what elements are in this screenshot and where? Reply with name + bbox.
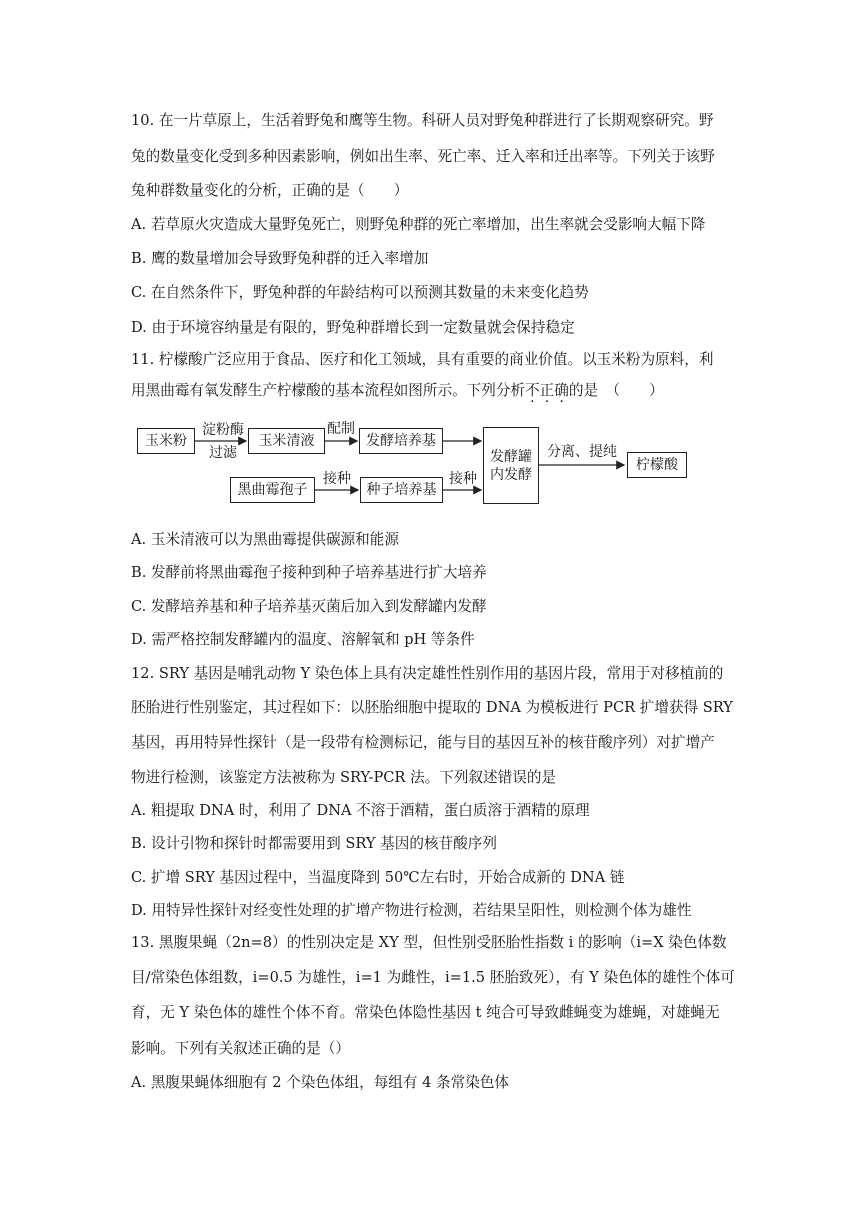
emphasis-char-1: 不 [525,382,540,399]
q13-stem-line-3: 育，无 Y 染色体的雄性个体不育。常染色体隐性基因 t 纯合可导致雌蝇变为雄蝇，对雄蝇无 [131,1004,720,1021]
box-aspergillus-spores: 黑曲霉孢子 [230,477,315,503]
box-ferment-tank [483,427,539,504]
q12-stem-line-2: 胚胎进行性别鉴定，其过程如下：以胚胎细胞中提取的 DNA 为模板进行 PCR 扩增获得 SRY [131,699,733,716]
q11-stem-line-2 [131,381,664,401]
q10-option-d: D. 由于环境容纳量是有限的，野兔种群增长到一定数量就会保持稳定 [131,319,575,336]
q13-stem-line-1: 13. 黑腹果蝇（2n=8）的性别决定是 XY 型，但性别受胚胎性指数 i 的影响（i=X 染色体数 [131,934,727,951]
box-corn-liquid: 玉米清液 [248,428,325,454]
label-amylase: 淀粉酶 [202,422,244,438]
q10-option-c: C. 在自然条件下，野兔种群的年龄结构可以预测其数量的未来变化趋势 [131,284,589,301]
q11-stem-line-1: 11. 柠檬酸广泛应用于食品、医疗和化工领域，具有重要的商业价值。以玉米粉为原料，利 [131,351,714,368]
box-citric-acid: 柠檬酸 [627,452,687,478]
q12-option-d: D. 用特异性探针对经变性处理的扩增产物进行检测，若结果呈阳性，则检测个体为雄性 [131,902,692,919]
q12-option-b: B. 设计引物和探针时都需要用到 SRY 基因的核苷酸序列 [131,835,497,852]
citric-acid-flow-diagram [131,418,691,514]
q10-stem-line-3: 兔种群数量变化的分析，正确的是（ ） [131,182,409,199]
label-prepare: 配制 [327,421,355,437]
tank-label-line-2: 内发酵 [490,466,532,483]
q12-stem-line-3: 基因，再用特异性探针（是一段带有检测标记，能与目的基因互补的核苷酸序列）对扩增产 [131,734,715,751]
q13-stem-line-2: 目/常染色体组数，i=0.5 为雄性，i=1 为雌性，i=1.5 胚胎致死），有 Y 染色体的雄性个体可 [131,969,735,986]
label-separate-purify: 分离、提纯 [547,444,617,460]
q10-stem-line-1: 10. 在一片草原上，生活着野兔和鹰等生物。科研人员对野兔种群进行了长期观察研究。野 [131,112,714,129]
q10-option-a: A. 若草原火灾造成大量野兔死亡，则野兔种群的死亡率增加，出生率就会受影响大幅下降 [131,216,706,233]
emphasis-char-3: 确 [554,382,569,399]
box-ferment-medium: 发酵培养基 [359,428,443,454]
q11-stem-post: 的是 （ ） [568,382,664,399]
q11-option-d: D. 需严格控制发酵罐内的温度、溶解氧和 pH 等条件 [131,631,475,648]
q11-option-a: A. 玉米清液可以为黑曲霉提供碳源和能源 [131,531,399,548]
q11-option-c: C. 发酵培养基和种子培养基灭菌后加入到发酵罐内发酵 [131,598,487,615]
q12-option-c: C. 扩增 SRY 基因过程中，当温度降到 50℃左右时，开始合成新的 DNA 链 [131,869,625,886]
label-inoculate-2: 接种 [449,471,477,487]
q13-option-a: A. 黑腹果蝇体细胞有 2 个染色体组，每组有 4 条常染色体 [131,1074,510,1091]
label-filter: 过滤 [209,445,237,461]
q11-option-b: B. 发酵前将黑曲霉孢子接种到种子培养基进行扩大培养 [131,564,487,581]
box-seed-medium: 种子培养基 [360,477,443,503]
q13-stem-line-4: 影响。下列有关叙述正确的是（） [131,1040,350,1057]
tank-label-line-1: 发酵罐 [490,448,532,465]
q12-option-a: A. 粗提取 DNA 时，利用了 DNA 不溶于酒精，蛋白质溶于酒精的原理 [131,802,590,819]
q12-stem-line-4: 物进行检测，该鉴定方法被称为 SRY-PCR 法。下列叙述错误的是 [131,769,557,786]
q10-stem-line-2: 兔的数量变化受到多种因素影响，例如出生率、死亡率、迁入率和迁出率等。下列关于该野 [131,148,715,165]
box-corn-powder: 玉米粉 [137,428,195,454]
emphasis-char-2: 正 [539,382,555,399]
q10-option-b: B. 鹰的数量增加会导致野兔种群的迁入率增加 [131,250,429,267]
q12-stem-line-1: 12. SRY 基因是哺乳动物 Y 染色体上具有决定雄性性别作用的基因片段，常用于对移植前的 [131,665,724,682]
q11-stem-pre: 用黑曲霉有氧发酵生产柠檬酸的基本流程如图所示。下列分析 [131,382,526,399]
label-inoculate-1: 接种 [323,471,351,487]
